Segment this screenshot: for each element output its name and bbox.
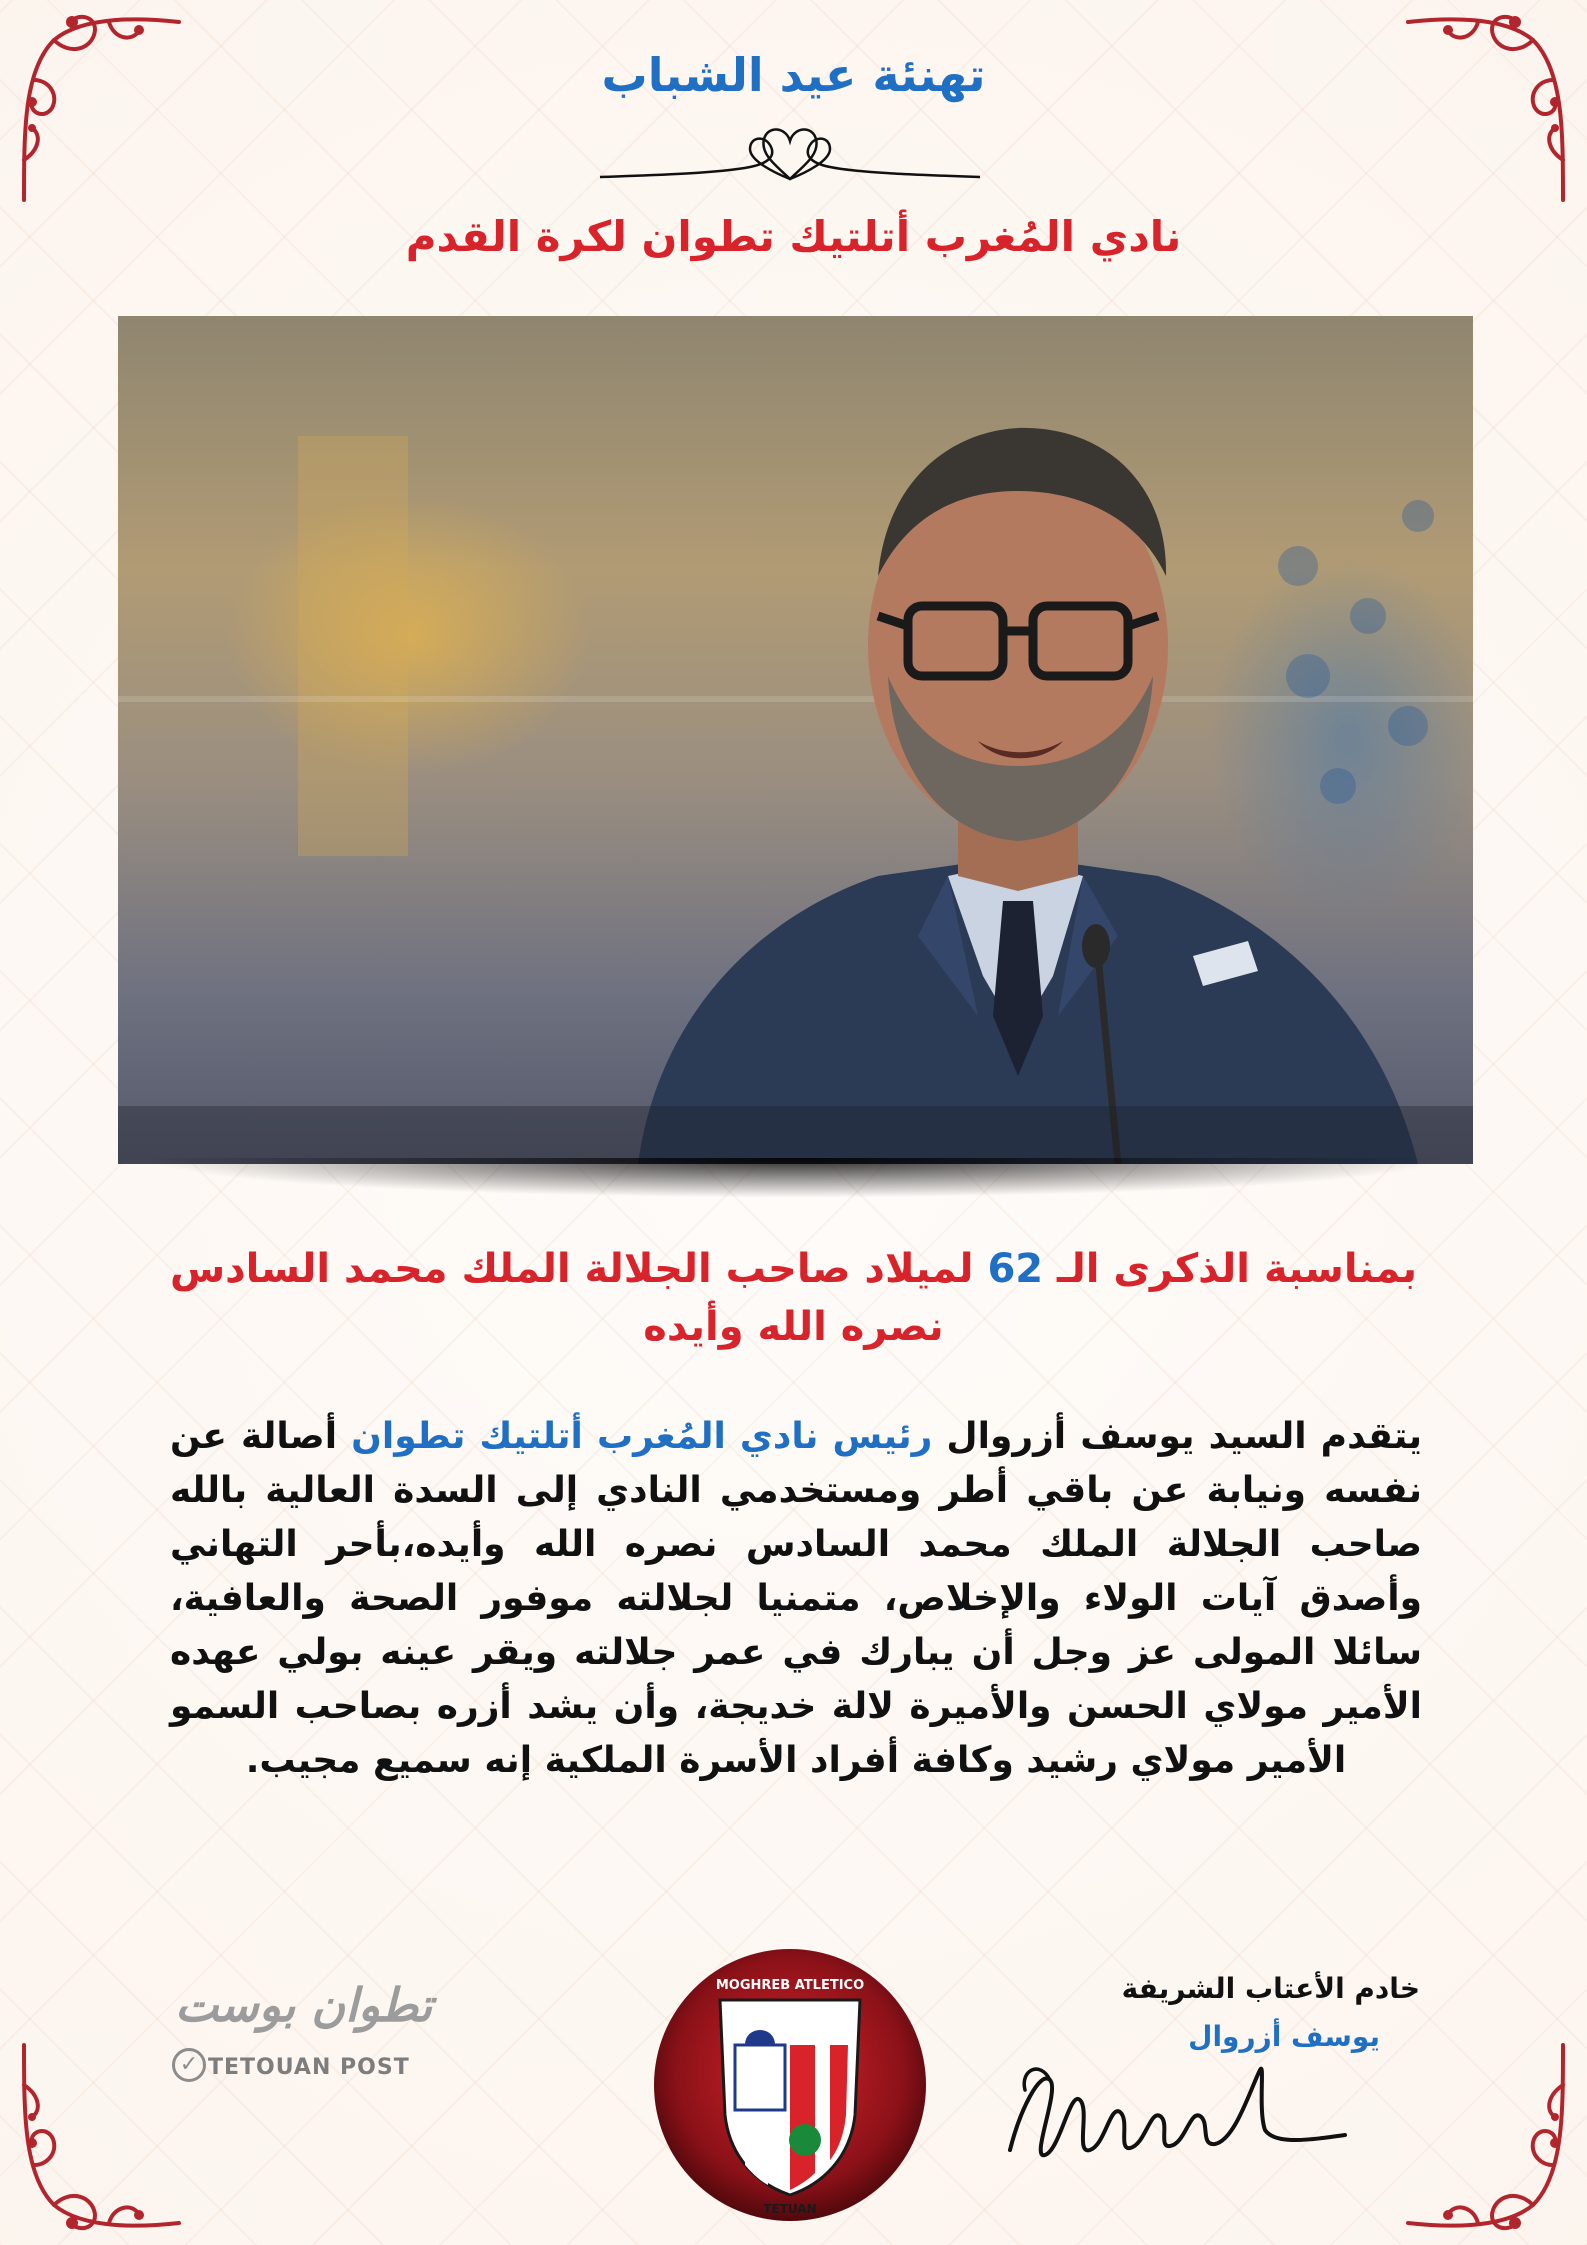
corner-ornament-icon [14, 2035, 184, 2235]
corner-ornament-icon [1403, 10, 1573, 210]
check-icon: ✓ [172, 2048, 206, 2082]
logo-bottom-text: TETUAN [763, 2202, 817, 2216]
club-name: نادي المُغرب أتلتيك تطوان لكرة القدم [405, 212, 1182, 261]
signature-name: يوسف أزروال [1188, 2020, 1380, 2053]
occasion-part2: لميلاد صاحب الجلالة الملك محمد السادس نصره الله وأيده [169, 1246, 974, 1350]
occasion-part1: بمناسبة الذكرى الـ [1057, 1246, 1418, 1292]
congratulation-message [170, 1410, 1422, 1788]
logo-top-text: MOGHREB ATLETICO [715, 1978, 865, 1993]
message-body: أصالة عن نفسه ونيابة عن باقي أطر ومستخدمي النادي إلى السدة العالية بالله صاحب الجلالة الملك محمد السادس نصره الله وأيده،بأحر التهاني وأصدق آيات الولاء والإخلاص، متمنيا لجلالته موفور الصحة والعافية، سائلا المولى عز وجل أن يبارك في عمر جلالته ويقر عينه بولي عهده الأمير مولاي الحسن والأميرة لالة خديجة، وأن يشد أزره بصاحب السمو الأمير مولاي رشيد وكافة أفراد الأسرة الملكية إنه سميع مجيب. [170, 1416, 1422, 1781]
occasion-number: 62 [987, 1246, 1044, 1292]
signature-role: خادم الأعتاب الشريفة [1121, 1972, 1420, 2005]
portrait-figure-icon [118, 316, 1473, 1164]
corner-ornament-icon [1403, 2035, 1573, 2235]
portrait-photo [118, 316, 1473, 1164]
president-title: رئيس نادي المُغرب أتلتيك تطوان [351, 1416, 933, 1457]
watermark-english: TETOUAN POST [208, 2055, 410, 2080]
photo-shadow [140, 1158, 1450, 1198]
club-logo-icon [650, 1945, 930, 2225]
heart-divider-icon [600, 115, 980, 195]
handwritten-signature-icon [990, 2050, 1350, 2170]
occasion-heading [150, 1240, 1437, 1356]
watermark-arabic: تطوان بوست [175, 1978, 433, 2032]
corner-ornament-icon [14, 10, 184, 210]
greeting-title: تهنئة عيد الشباب [601, 48, 986, 102]
message-intro: يتقدم السيد يوسف أزروال [946, 1416, 1422, 1457]
